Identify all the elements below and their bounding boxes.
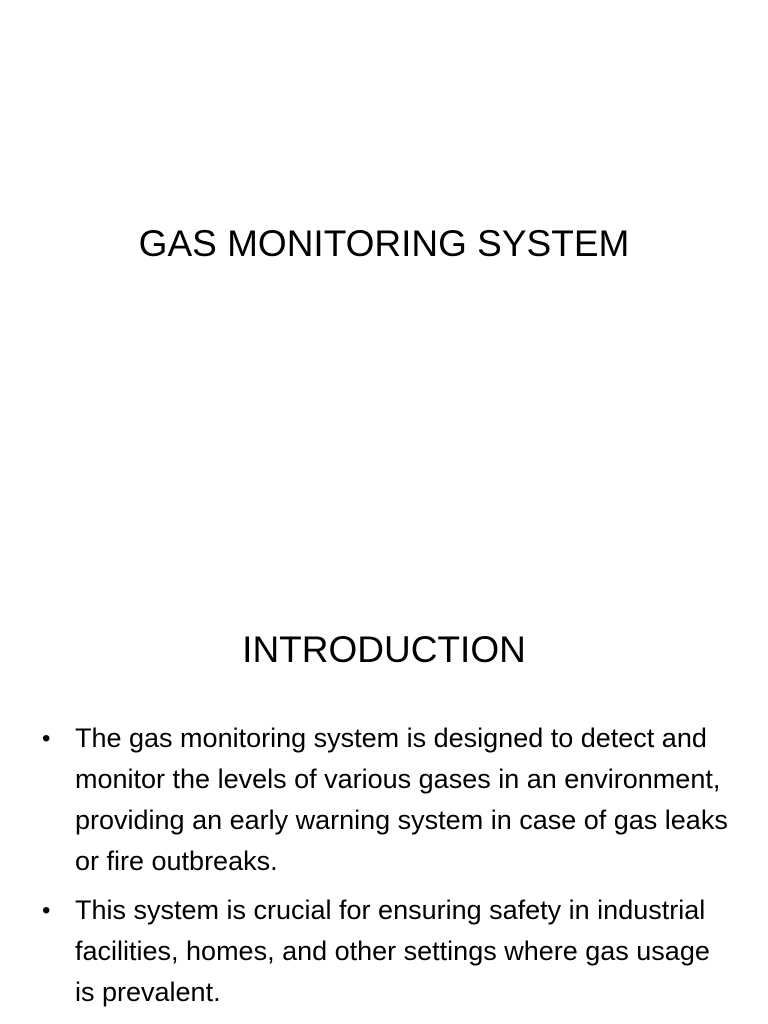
bullet-text: This system is crucial for ensuring safety in industrial facilities, homes, and other settings where gas usage is prevalent. <box>75 895 710 1007</box>
list-item <box>42 890 732 1013</box>
bullet-icon: • <box>42 897 51 924</box>
list-item <box>42 718 732 882</box>
bullet-list <box>42 718 732 1021</box>
slide-title: GAS MONITORING SYSTEM <box>138 223 630 264</box>
section-heading: INTRODUCTION <box>242 629 526 670</box>
bullet-text: The gas monitoring system is designed to detect and monitor the levels of various gases in an environment, providing an early warning system in case of gas leaks or fire outbreaks. <box>75 723 728 876</box>
bullet-icon: • <box>42 725 51 752</box>
